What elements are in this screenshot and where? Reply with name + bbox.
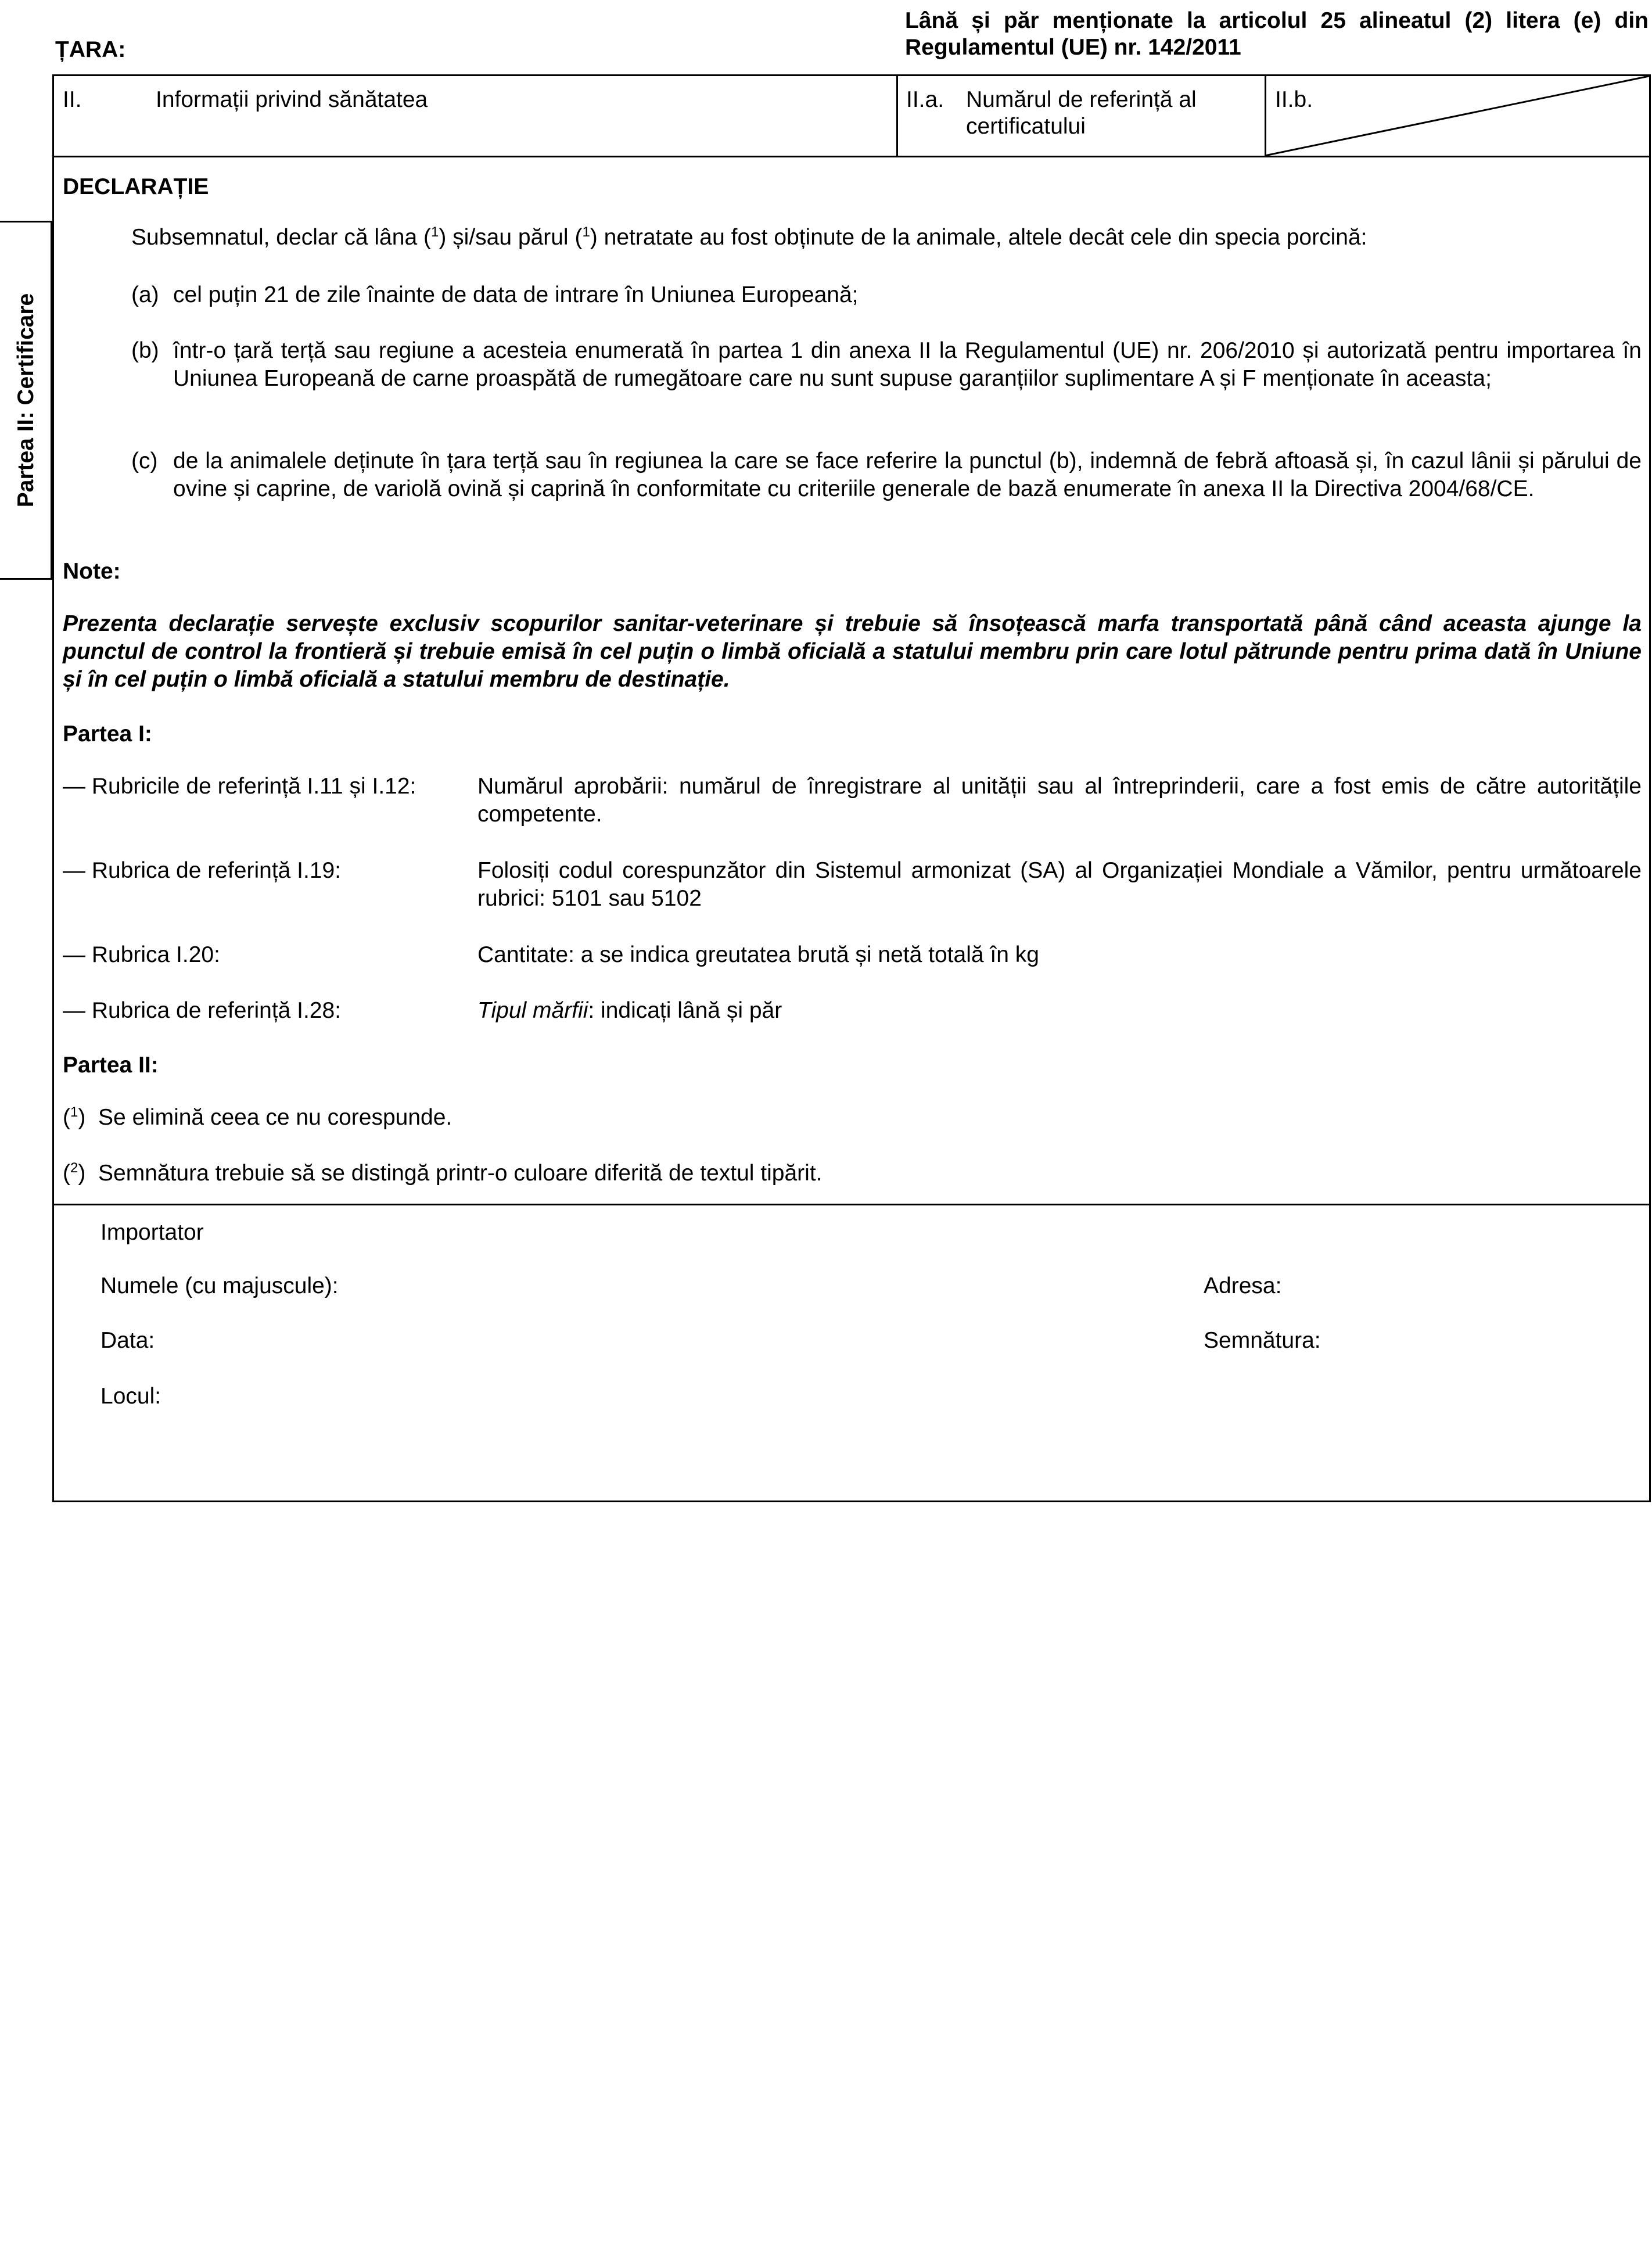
declaration-intro-mid: și/sau părul	[446, 225, 575, 250]
document-title-line2: Regulamentul (UE) nr. 142/2011	[905, 35, 1241, 60]
item-label: (c)	[131, 448, 158, 473]
part1-title: Partea I:	[63, 722, 152, 746]
section-iib-label: II.b.	[1275, 87, 1313, 112]
section-title: Informații privind sănătatea	[156, 87, 428, 112]
importer-signature-label: Semnătura:	[1204, 1328, 1321, 1353]
importer-divider-line	[52, 1204, 1651, 1205]
declaration-title: DECLARAȚIE	[63, 174, 209, 199]
goods-type-text: : indicați lână și păr	[588, 998, 782, 1023]
part1-row-text: Cantitate: a se indica greutatea brută și netă totală în kg	[477, 942, 1039, 967]
part1-row-text: Folosiți codul corespunzător din Sistemul armonizat (SA) al Organizației Mondiale a Vămilor, pentru următoarele rubrici: 5101 sau 5102	[477, 858, 1642, 911]
document-title-line1: Lână și păr menționate la articolul 25 alineatul (2) litera (e) din	[905, 8, 1649, 33]
footnote-text: Se elimină ceea ce nu corespunde.	[98, 1105, 452, 1130]
declaration-intro-post: netratate au fost obținute de la animale, altele decât cele din specia porcină:	[597, 225, 1367, 250]
footnote-ref: 1	[582, 224, 590, 240]
footnote: ($^2$) Semnătura trebuie să se distingă printr-o culoare diferită de textul tipărit.	[63, 1160, 823, 1186]
item-label: (a)	[131, 282, 159, 307]
item-text: într-o țară terță sau regiune a acesteia enumerată în partea 1 din anexa II la Regulamentul (UE) nr. 206/2010 și autorizată pentru importarea în Uniunea Europeană de carne proaspătă de rumegătoare care nu sunt supuse garanțiilor suplimentare A și F menționate în aceasta;	[173, 338, 1642, 391]
importer-place-label: Locul:	[100, 1384, 161, 1409]
section-number: II.	[63, 87, 82, 112]
frame-bottom-line	[52, 1501, 1651, 1502]
part1-row-label: — Rubrica de referință I.28:	[63, 998, 342, 1023]
footnote-ref: 1	[430, 224, 439, 240]
footnote-text: Semnătura trebuie să se distingă printr-o culoare diferită de textul tipărit.	[98, 1161, 823, 1186]
notes-statement: Prezenta declarație servește exclusiv scopurilor sanitar-veterinare și trebuie să însoțească marfa transportată până când aceasta ajunge la punctul de control la frontieră și trebuie emisă în cel puțin o limbă oficială a statului membru prin care lotul pătrunde pentru prima dată în Uniune și în cel puțin o limbă oficială a statului membru de destinație.	[63, 611, 1642, 692]
footnote-number: 2	[70, 1160, 78, 1176]
frame-left-line	[52, 74, 54, 1502]
frame-right-line	[1649, 74, 1651, 1502]
part1-row-text: Numărul aprobării: numărul de înregistrare al unității sau al întreprinderii, care a fost emis de către autoritățile competente.	[477, 774, 1642, 827]
item-text: de la animalele deținute în țara terță sau în regiunea la care se face referire la punctul (b), indemnă de febră aftoasă și, în cazul lânii și părului de ovine și caprine, de variolă ovină și caprină în conformitate cu criteriile generale de bază enumerate în anexa II la Directiva 2004/68/CE.	[173, 448, 1642, 501]
part1-row-text	[477, 997, 782, 1025]
country-label: ȚARA:	[55, 37, 126, 62]
part1-row-label: — Rubrica de referință I.19:	[63, 858, 342, 883]
footnote: ($^1$) Se elimină ceea ce nu corespunde.	[63, 1104, 452, 1130]
declaration-item-a	[131, 281, 1642, 310]
reference-number-label-num: II.a.	[906, 87, 944, 112]
reference-number-label-line1: Numărul de referință al	[966, 87, 1197, 112]
side-label: Partea II: Certificare	[13, 293, 38, 508]
part1-row-label: — Rubrica I.20:	[63, 942, 220, 967]
importer-date-label: Data:	[100, 1328, 155, 1353]
importer-title: Importator	[100, 1220, 204, 1245]
declaration-item-c	[131, 447, 1642, 534]
declaration-intro-pre: Subsemnatul, declar că lâna	[131, 225, 423, 250]
empty-cell-diagonal	[1265, 74, 1651, 157]
part1-row-label: — Rubricile de referință I.11 și I.12:	[63, 774, 416, 799]
item-label: (b)	[131, 338, 159, 363]
footnote-number: 1	[70, 1104, 78, 1120]
goods-type-label: Tipul mărfii	[477, 998, 588, 1023]
notes-title: Note:	[63, 559, 121, 584]
header-col-divider-1	[896, 74, 898, 157]
item-text: cel puțin 21 de zile înainte de data de intrare în Uniunea Europeană;	[173, 282, 859, 307]
declaration-item-b	[131, 337, 1642, 424]
importer-name-label: Numele (cu majuscule):	[100, 1273, 339, 1298]
part2-title: Partea II:	[63, 1053, 159, 1078]
declaration-intro: Subsemnatul, declar că lâna ($^1$) și/sau părul ($^1$) netratate au fost obținute de la animale, altele decât cele din specia porcină:	[131, 224, 1367, 250]
reference-number-label-line2: certificatului	[966, 114, 1086, 139]
importer-address-label: Adresa:	[1204, 1273, 1282, 1298]
